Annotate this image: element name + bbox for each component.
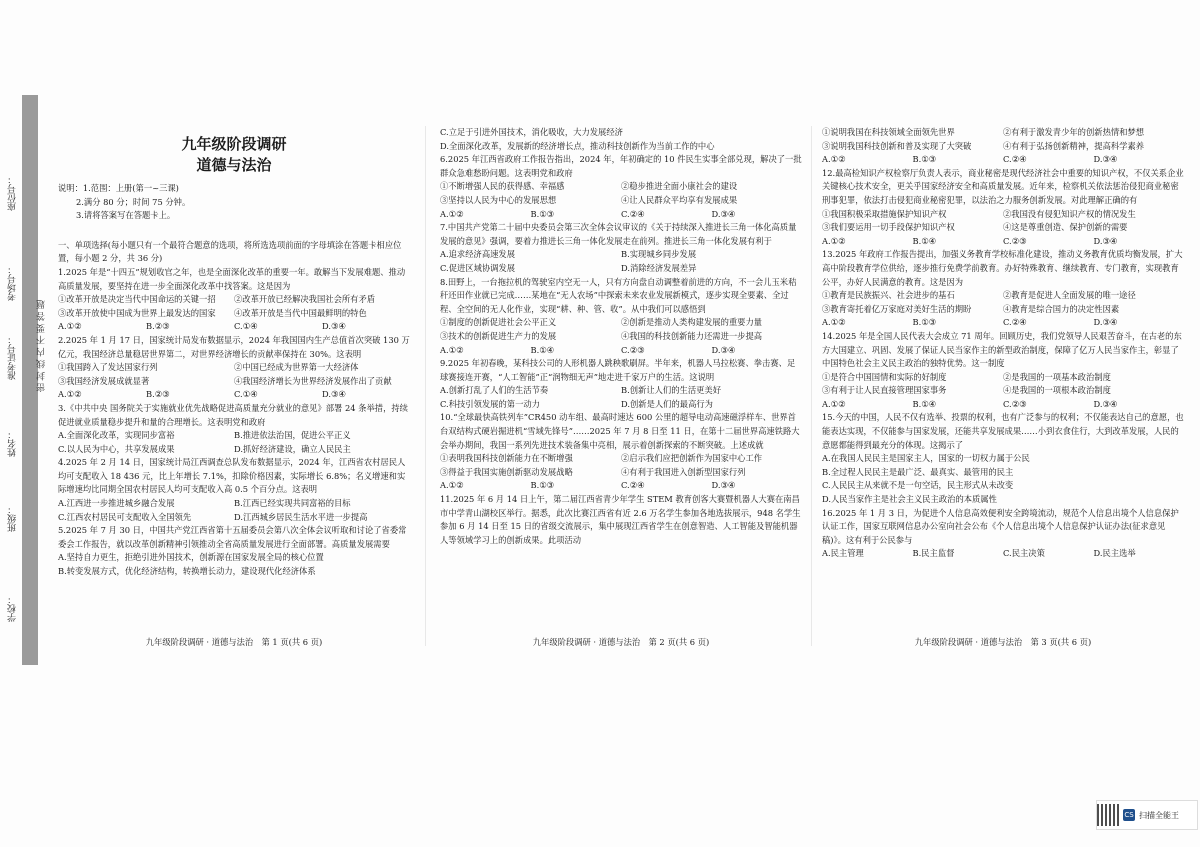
option: D.③④ — [711, 344, 736, 355]
statement: ②教育是促进人全面发展的唯一途径 — [1003, 290, 1136, 301]
q3-options — [58, 429, 410, 456]
statement: ①教育是民族振兴、社会进步的基石 — [822, 290, 955, 301]
subject-title: 道德与法治 — [196, 156, 272, 174]
option: C.①④ — [234, 389, 258, 400]
option: A.①② — [440, 208, 464, 219]
q15-option-b: B.全过程人民民主是最广泛、最真实、最管用的民主 — [822, 466, 1014, 477]
option: B.江西已经实现共同富裕的目标 — [234, 498, 351, 509]
option: D.江西城乡居民生活水平进一步提高 — [234, 511, 368, 522]
question-9: 9.2025 年初春晚，某科技公司的人形机器人跳秧歌刷屏。半年来，机器人马拉松赛、拳击赛、足球赛接连开赛，“人工智能”正“润物细无声”地走进千家万户的生活。这说明 — [440, 358, 796, 382]
statement: ②稳步推进全面小康社会的建设 — [621, 181, 738, 192]
note-3: 3.请将答案写在答题卡上。 — [76, 210, 176, 221]
option: B.①③ — [530, 208, 555, 219]
q4-options — [58, 497, 410, 524]
q5-option-b: B.转变发展方式，优化经济结构，转换增长动力，建设现代化经济体系 — [58, 566, 316, 577]
option: C.促进区域协调发展 — [440, 262, 516, 273]
q12-options — [822, 235, 1184, 249]
statement: ②启示我们应把创新作为国家中心工作 — [621, 453, 763, 464]
option: B.②③ — [146, 321, 170, 332]
statement: ①制度的创新促进社会公平正义 — [440, 317, 557, 328]
option: A.①② — [822, 398, 846, 409]
q14-statements — [822, 371, 1184, 398]
scanner-logo-icon: CS — [1124, 811, 1134, 819]
statement: ②中国已经成为世界第一大经济体 — [234, 362, 359, 373]
q5-option-a: A.坚持自力更生，拒绝引进外国技术，创新源在国家发展全局的核心位置 — [58, 552, 324, 563]
option: C.②③ — [621, 344, 645, 355]
q13-statements — [822, 289, 1184, 316]
option: D.③④ — [322, 389, 346, 400]
page-3 — [822, 126, 1184, 561]
option: C.②④ — [621, 208, 645, 219]
option: C.①④ — [234, 321, 258, 332]
column-divider — [425, 126, 426, 646]
column-divider — [811, 126, 812, 646]
q15-option-c: C.人民民主从来就不是一句空话，民主形式从未改变 — [822, 480, 1014, 491]
option: A.①② — [822, 317, 846, 328]
q5-option-d: D.全面深化改革，发展新的经济增长点，推动科技创新作为当前工作的中心 — [440, 140, 715, 151]
statement: ③技术的创新促进生产力的发展 — [440, 330, 557, 341]
section-heading: 一、单项选择(每小题只有一个最符合题意的选项，将所选选项前面的字母填涂在答题卡相应位置，每小题 2 分，共 36 分) — [58, 239, 402, 264]
option: A.民主管理 — [822, 548, 864, 559]
option: B.①④ — [912, 235, 937, 246]
note-1: 说明：1.范围：上册(第一~三课) — [58, 183, 179, 193]
option: D.③④ — [711, 208, 736, 219]
q2-statements — [58, 361, 410, 388]
option: D.③④ — [711, 480, 736, 491]
q15-option-a: A.在我国人民民主是国家主人，国家的一切权力属于公民 — [822, 453, 1030, 464]
question-2: 2.2025 年 1 月 17 日，国家统计局发布数据显示，2024 年我国国内生产总值首次突破 130 万亿元，我国经济总量稳居世界第二，对世界经济增长的贡献率保持在 30%。这表明 — [58, 334, 410, 359]
option: C.以人民为中心，共享发展成果 — [58, 443, 175, 454]
option: A.①② — [822, 154, 846, 165]
q6-options — [440, 208, 802, 222]
option: B.推进依法治国，促进公平正义 — [234, 430, 351, 441]
option: A.①② — [440, 344, 464, 355]
option: D.③④ — [1093, 317, 1118, 328]
binding-labels — [0, 95, 22, 665]
option: C.②④ — [621, 480, 645, 491]
question-8: 8.田野上，一台拖拉机的驾驶室内空无一人，只有方向盘自动调整着前进的方向，不一会儿玉米秸秆还田作业就已完成……某地在“无人农场”中探索未来农业发展新模式，逐步实现全要素、全过程、全空间的无人化作业，实现“耕、种、管、收”。从中我们可以感悟到 — [440, 276, 797, 314]
statement: ④这是尊重创造、保护创新的需要 — [1003, 222, 1128, 233]
option: C.②④ — [1003, 317, 1027, 328]
statement: ③说明我国科技创新和普及实现了大突破 — [822, 140, 972, 151]
option: B.民主监督 — [912, 548, 955, 559]
statement: ③得益于我国实施创新驱动发展战略 — [440, 466, 573, 477]
statement: ④有利于我国进入创新型国家行列 — [621, 466, 746, 477]
option: B.①④ — [530, 344, 555, 355]
option: A.全面深化改革，实现同步富裕 — [58, 430, 175, 441]
q8-options — [440, 344, 802, 358]
option: C.②④ — [1003, 154, 1027, 165]
room-label: 考场号： — [8, 265, 18, 301]
q10-statements — [440, 452, 802, 479]
option: A.追求经济高速发展 — [440, 249, 516, 260]
option: A.江西进一步推进城乡融合发展 — [58, 498, 175, 509]
option: A.①② — [58, 321, 82, 332]
question-12: 12.最高检知识产权检察厅负责人表示，商业秘密是现代经济社会中重要的知识产权，不仅关系企业关键核心技术安全，更关乎国家经济安全和高质量发展。近年来，检察机关依法惩治侵犯商业秘密刑事犯罪，依法打击侵犯商业秘密犯罪，以法治之力服务创新发展。对此理解正确的有 — [822, 167, 1184, 205]
question-4: 4.2025 年 2 月 14 日，国家统计局江西调查总队发布数据显示，2024 年，江西省农村居民人均可支配收入 18 436 元，比上年增长 7.1%，扣除价格因素，实际增长 6.8%；名义增速和实际增速均比同期全国农村居民人均可支配收入高 0.5 个百分点。这表明 — [58, 457, 406, 495]
question-7: 7.中国共产党第二十届中央委员会第三次全体会议审议的《关于持续深入推进长三角一体化高质量发展的意见》强调，要着力推进长三角一体化发展走在前列。推进长三角一体化发展有利于 — [440, 222, 797, 246]
statement: ④让人民群众平均享有发展成果 — [621, 194, 738, 205]
option: A.①② — [440, 480, 464, 491]
option: C.江西农村居民可支配收入全国领先 — [58, 511, 192, 522]
statement: ④有利于弘扬创新精神，提高科学素养 — [1003, 140, 1145, 151]
question-11: 11.2025 年 6 月 14 日上午，第二届江西省青少年学生 STEM 教育创客大赛暨机器人大赛在南昌市中学青山湖校区举行。据悉，此次比赛江西省有近 2.6 万名学生参加各地选拔展示，948 名学生参加 6 月 14 日至 15 日的省级交流展示，集中展现江西省学生在创意智造、人工智能及智能机器人等领域学习上的创新成果。此项活动 — [440, 494, 801, 545]
statement: ②有利于激发青少年的创新热情和梦想 — [1003, 127, 1145, 137]
statement: ①我国跨入了发达国家行列 — [58, 362, 158, 373]
q11-statements — [822, 126, 1184, 153]
page-footer-2: 九年级阶段调研 · 道德与法治 第 2 页(共 6 页) — [532, 637, 710, 647]
q16-options — [822, 547, 1184, 561]
question-16: 16.2025 年 1 月 3 日，为促进个人信息高效便利安全跨境流动，规范个人信息出境个人信息保护认证工作，国家互联网信息办公室向社会公布《个人信息出境个人信息保护认证办法(征求意见稿)》。这有利于公民参与 — [822, 507, 1179, 545]
class-label: 班级： — [8, 505, 18, 532]
seal-warning: 密 封 线 内 不 要 答 题 — [37, 300, 47, 393]
statement: ①说明我国在科技领域全面领先世界 — [822, 127, 955, 137]
option: B.①④ — [912, 398, 937, 409]
q15-option-d: D.人民当家作主是社会主义民主政治的本质属性 — [822, 494, 997, 505]
statement: ④教育是综合国力的决定性因素 — [1003, 303, 1120, 314]
statement: ②我国没有侵犯知识产权的情况发生 — [1003, 208, 1136, 219]
statement: ②是我国的一项基本政治制度 — [1003, 371, 1111, 382]
exam-id-label: 准考证号： — [8, 335, 18, 380]
note-2: 2.满分 80 分；时间 75 分钟。 — [76, 196, 191, 207]
q7-options — [440, 248, 802, 275]
name-label: 姓名： — [8, 430, 18, 457]
option: D.③④ — [1093, 154, 1118, 165]
option: C.②③ — [1003, 235, 1027, 246]
question-14: 14.2025 年是全国人民代表大会成立 71 周年。回顾历史，我们党领导人民艰苦奋斗，在古老的东方大国建立、巩固、发展了保证人民当家作主的新型政治制度，保障了亿万人民当家作主，彰显了中国特色社会主义民主政治的独特优势。这一制度 — [822, 330, 1182, 369]
question-10: 10.“全球最快高铁列车”CR450 动车组、最高时速达 600 公里的超导电动高速磁浮样车、世界首台双结构式硬岩掘进机“雪域先锋号”……2025 年 7 月 8 日至 11 日，在第十二届世界高速铁路大会举办期间，我国一系列先进技术装备集中亮相，展示着创新探索的不断突破。上述成就 — [440, 412, 800, 450]
statement: ③改革开放使中国成为世界上最发达的国家 — [58, 307, 216, 318]
option: A.①② — [822, 235, 846, 246]
option: C.科技引领发展的第一动力 — [440, 398, 540, 409]
option: B.创新让人们的生活更美好 — [621, 385, 722, 396]
statement: ①我国积极采取措施保护知识产权 — [822, 208, 947, 219]
statement: ④是我国的一项根本政治制度 — [1003, 385, 1111, 396]
option: D.③④ — [322, 321, 346, 332]
q13-options — [822, 316, 1184, 330]
option: D.抓好经济建设，确立人民民主 — [234, 443, 351, 454]
option: D.③④ — [1093, 235, 1118, 246]
statement: ①是符合中国国情和实际的好制度 — [822, 371, 947, 382]
statement: ①表明我国科技创新能力在不断增强 — [440, 453, 573, 464]
question-3: 3.《中共中央 国务院关于实施就业优先战略促进高质量充分就业的意见》部署 24 条举措，持续促进就业质量稳步提升和量的合理增长。这表明党和政府 — [58, 402, 408, 427]
question-6: 6.2025 年江西省政府工作报告指出，2024 年，年初确定的 10 件民生实事全部兑现，解决了一批群众急难愁盼问题。这表明党和政府 — [440, 154, 802, 178]
exam-title: 九年级阶段调研 — [181, 135, 287, 153]
option: D.消除经济发展差异 — [621, 262, 697, 273]
scanner-watermark — [1096, 800, 1198, 830]
q10-options — [440, 479, 802, 493]
q1-options — [58, 320, 410, 334]
option: A.创新打乱了人们的生活节奏 — [440, 385, 549, 396]
q2-options — [58, 388, 410, 402]
option: D.③④ — [1093, 398, 1118, 409]
q12-statements — [822, 208, 1184, 235]
option: B.①③ — [912, 154, 937, 165]
statement: ③教育寄托着亿万家庭对美好生活的期盼 — [822, 303, 972, 314]
statement: ④我国的科技创新能力还需进一步提高 — [621, 330, 763, 341]
option: D.民主选举 — [1093, 548, 1136, 559]
q11-options — [822, 153, 1184, 167]
statement: ②创新是推动人类构建发展的重要力量 — [621, 317, 763, 328]
option: C.民主决策 — [1003, 548, 1045, 559]
statement: ①改革开放是决定当代中国命运的关键一招 — [58, 294, 216, 305]
seat-label: 座位号： — [8, 175, 18, 211]
option: B.①③ — [530, 480, 555, 491]
option: B.①③ — [912, 317, 937, 328]
page-1 — [58, 128, 410, 579]
q1-statements — [58, 293, 410, 320]
statement: ③我们要运用一切手段保护知识产权 — [822, 222, 955, 233]
option: C.②③ — [1003, 398, 1027, 409]
statement: ③有利于让人民直接管理国家事务 — [822, 385, 947, 396]
question-13: 13.2025 年政府工作报告提出，加强义务教育学校标准化建设，推动义务教育优质均衡发展，扩大高中阶段教育学位供给，逐步推行免费学前教育。办好特殊教育、继续教育、专门教育，实现教育公平，办好人民满意的教育。这是因为 — [822, 249, 1183, 287]
question-15: 15.今天的中国，人民不仅有选举、投票的权利，也有广泛参与的权利；不仅能表达自己的意愿，也能表达实现，不仅能参与国家发展，还能共享发展成果……小到衣食住行，大到改革发展，人民的意愿都能得到最充分的体现。这揭示了 — [822, 412, 1184, 450]
question-5: 5.2025 年 7 月 30 日，中国共产党江西省第十五届委员会第八次全体会议听取和讨论了省委常委会工作报告，就以改革创新精神引领推动全省高质量发展进行全面部署。高质量发展需要 — [58, 525, 407, 549]
q14-options — [822, 398, 1184, 412]
page-footer-3: 九年级阶段调研 · 道德与法治 第 3 页(共 6 页) — [914, 637, 1092, 647]
q5-option-c: C.立足于引进外国技术，消化吸收，大力发展经济 — [440, 127, 623, 137]
q9-options — [440, 384, 802, 411]
statement: ②改革开放已经解决我国社会所有矛盾 — [234, 294, 376, 305]
statement: ③坚持以人民为中心的发展思想 — [440, 194, 557, 205]
question-1: 1.2025 年是“十四五”规划收官之年，也是全面深化改革的重要一年。敢解当下发展难题、推动高质量发展，要坚持在进一步全面深化改革中找答案。这是因为 — [58, 266, 406, 291]
q8-statements — [440, 316, 802, 343]
statement: ③我国经济发展成就显著 — [58, 375, 150, 386]
page-2 — [440, 126, 802, 547]
statement: ④改革开放是当代中国最鲜明的特色 — [234, 307, 367, 318]
school-label: 学校： — [8, 595, 18, 622]
statement: ④我国经济增长为世界经济发展作出了贡献 — [234, 375, 392, 386]
qr-code-icon — [1097, 804, 1119, 826]
q6-statements — [440, 180, 802, 207]
page-footer-1: 九年级阶段调研 · 道德与法治 第 1 页(共 6 页) — [145, 637, 323, 647]
option: D.创新是人们的最高行为 — [621, 398, 713, 409]
statement: ①不断增强人民的获得感、幸福感 — [440, 181, 565, 192]
scanner-app-name: 扫描全能王 — [1139, 810, 1179, 820]
option: B.实现城乡同步发展 — [621, 249, 697, 260]
option: A.①② — [58, 389, 82, 400]
option: B.②③ — [146, 389, 170, 400]
